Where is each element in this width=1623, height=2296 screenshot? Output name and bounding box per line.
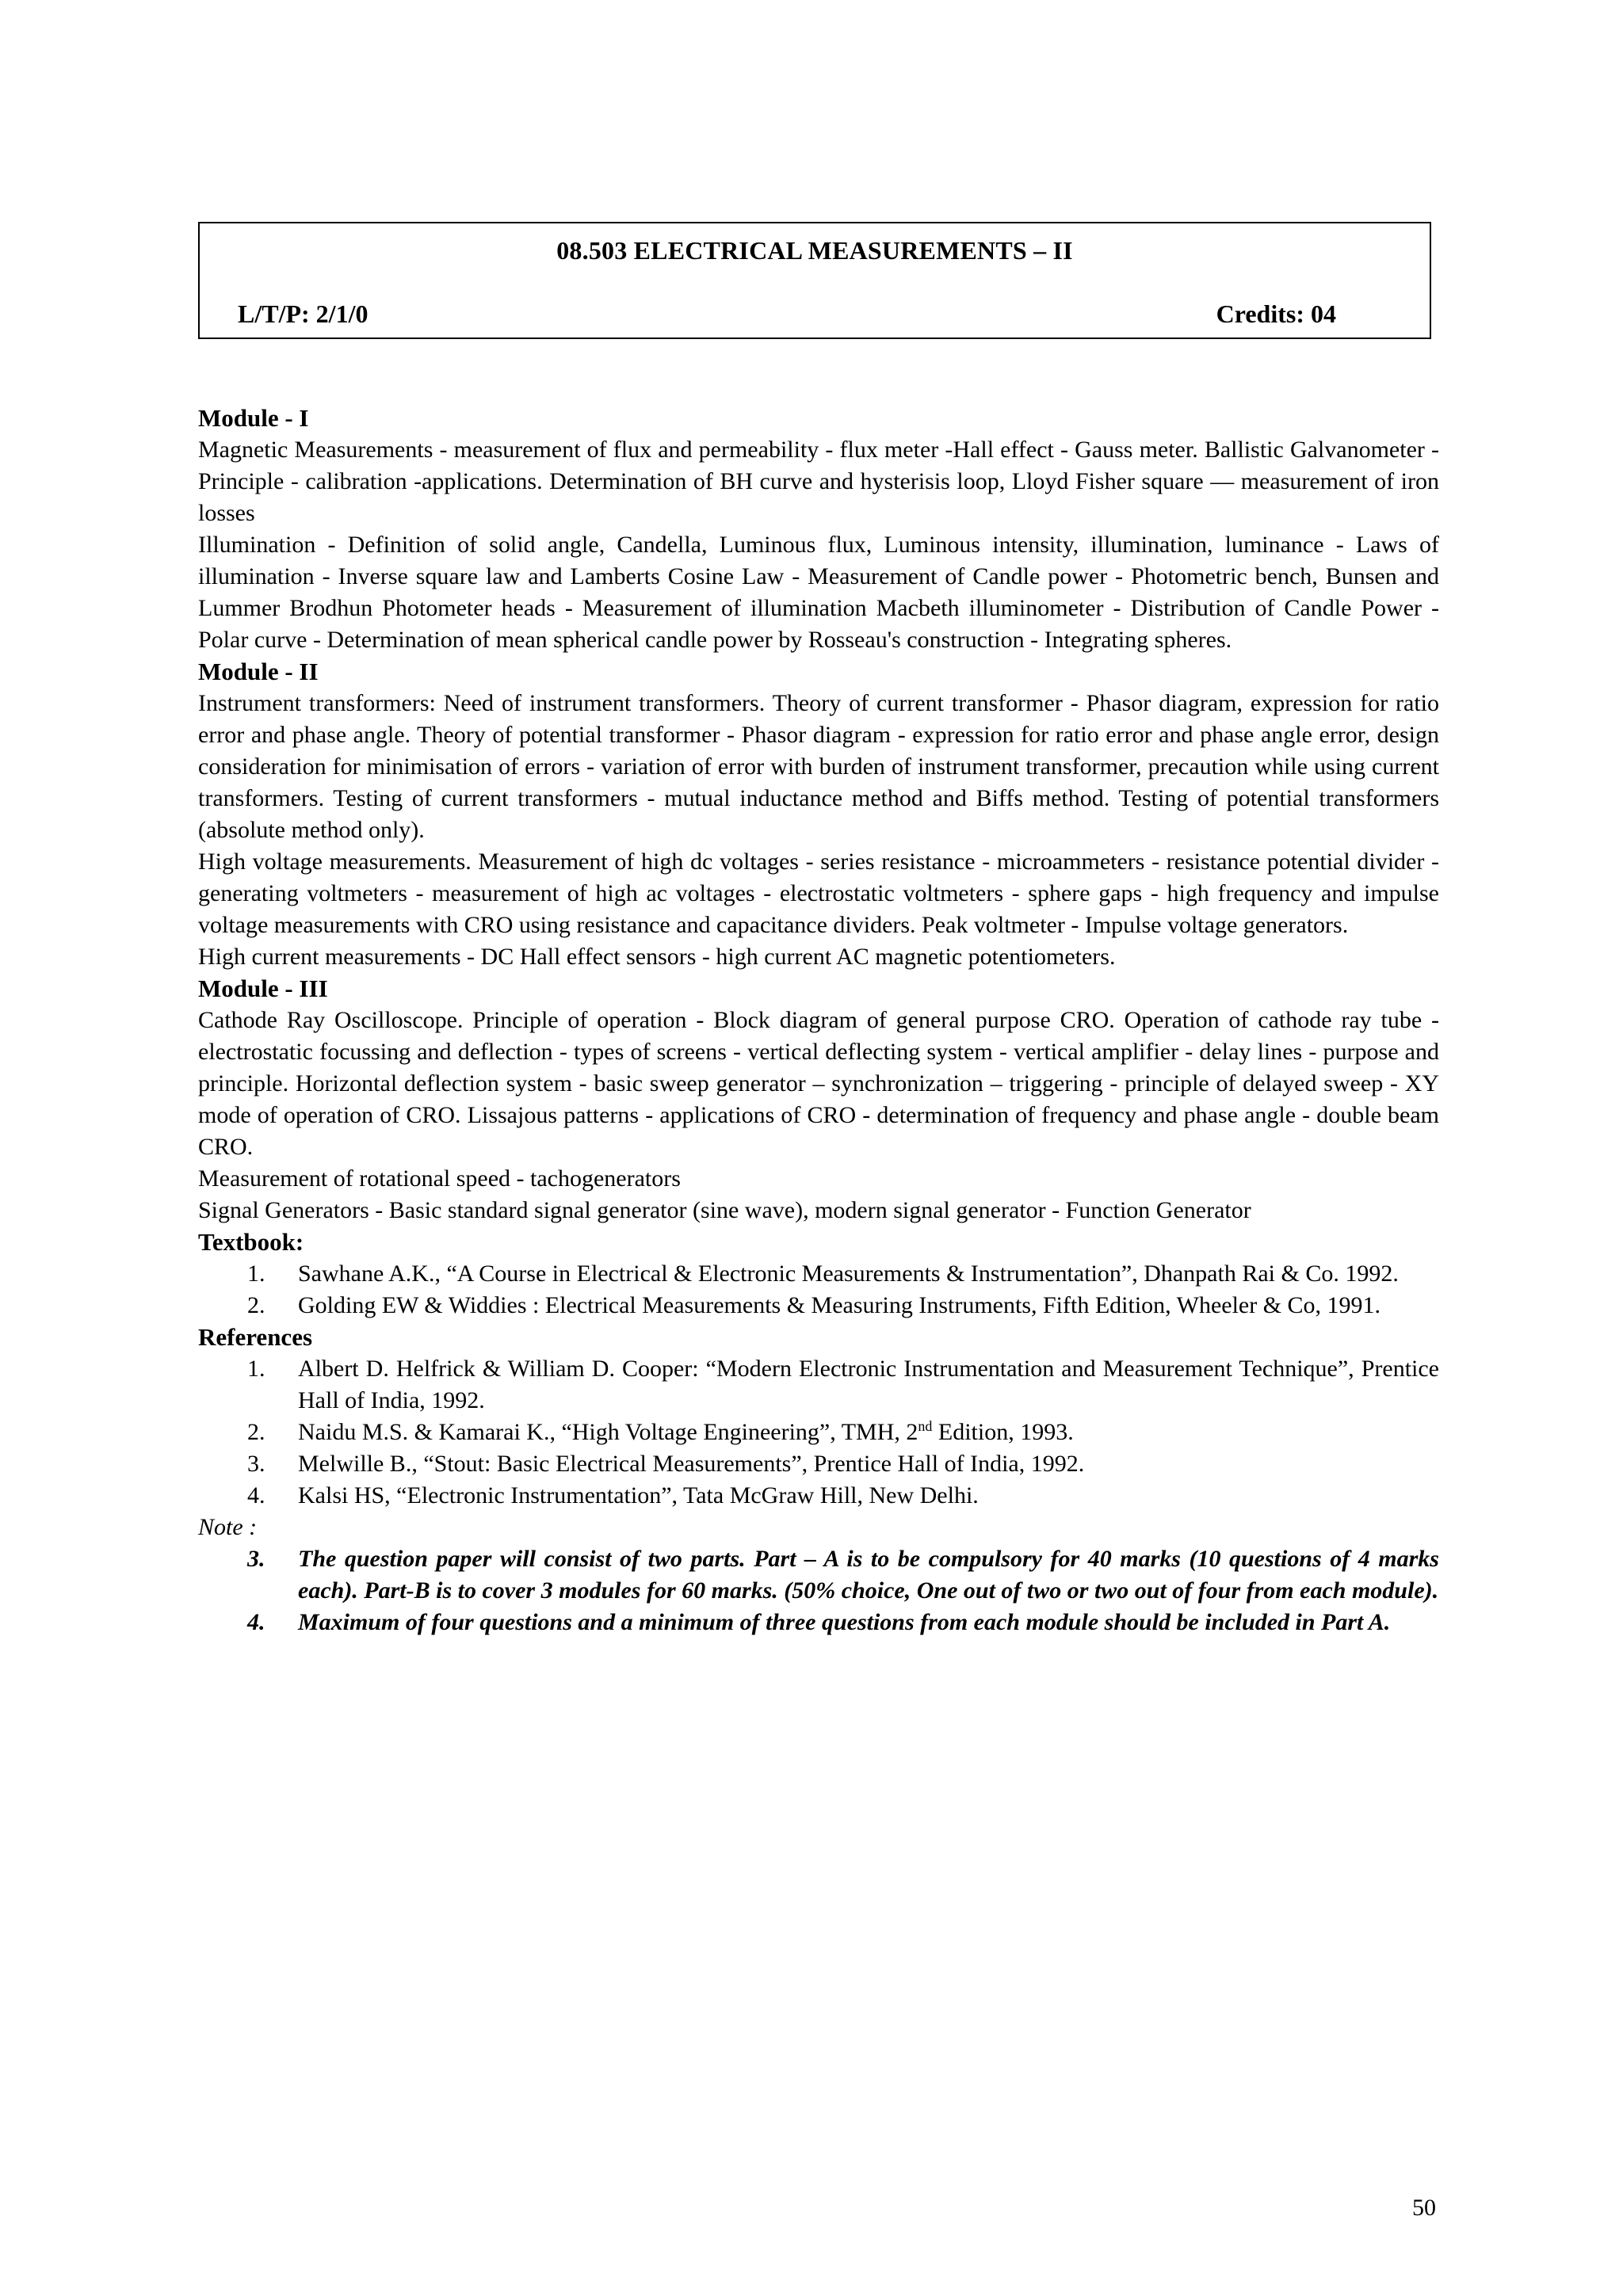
list-item-text: Sawhane A.K., “A Course in Electrical & Electronic Measurements & Instrumentation”, Dhanpath Rai & Co. 1992.: [298, 1261, 1399, 1287]
list-item: [198, 1480, 1439, 1512]
list-item-number: 1.: [247, 1356, 265, 1382]
module-1-paragraph-illumination: Illumination - Definition of solid angle, Candella, Luminous flux, Luminous intensity, illumination, luminance - Laws of illumination - Inverse square law and Lamberts Cosine Law - Measurement of Candle power - Photometric bench, Bunsen and Lummer Brodhun Photometer heads - Measurement of illumination Macbeth illuminometer - Distribution of Candle Power - Polar curve - Determination of mean spherical candle power by Rosseau's construction - Integrating spheres.: [198, 532, 1439, 653]
course-title: 08.503 ELECTRICAL MEASUREMENTS – II: [556, 236, 1073, 265]
list-item: [198, 1417, 1439, 1448]
list-item-text: Maximum of four questions and a minimum of three questions from each module should be included in Part A.: [298, 1609, 1391, 1635]
list-item: [198, 1607, 1439, 1638]
list-item-number: 3.: [247, 1451, 265, 1477]
list-item: [198, 1353, 1439, 1417]
list-item-number: 1.: [247, 1261, 265, 1287]
note-label: Note :: [198, 1514, 258, 1540]
references-list: [198, 1353, 1439, 1512]
list-item-number: 4.: [247, 1609, 265, 1635]
list-item-number: 3.: [247, 1546, 265, 1572]
list-item: [198, 1543, 1439, 1607]
textbook-list: [198, 1258, 1439, 1322]
module-2-paragraph-high-current: High current measurements - DC Hall effect sensors - high current AC magnetic potentiometers.: [198, 944, 1116, 970]
textbook-heading: Textbook:: [198, 1228, 304, 1256]
list-item-number: 2.: [247, 1419, 265, 1445]
notes-list: [198, 1543, 1439, 1638]
list-item-number: 4.: [247, 1482, 265, 1508]
module-2-paragraph-high-voltage: High voltage measurements. Measurement of high dc voltages - series resistance - microammeters - resistance potential divider - generating voltmeters - measurement of high ac voltages - electrostatic voltmeters - sphere gaps - high frequency and impulse voltage measurements with CRO using resistance and capacitance dividers. Peak voltmeter - Impulse voltage generators.: [198, 849, 1439, 938]
references-heading: References: [198, 1323, 313, 1351]
module-3-paragraph-rotational-speed: Measurement of rotational speed - tachogenerators: [198, 1165, 681, 1192]
module-2-heading: Module - II: [198, 658, 319, 685]
list-item-text: The question paper will consist of two parts. Part – A is to be compulsory for 40 marks (10 questions of 4 marks each). Part-B is to cover 3 modules for 60 marks. (50% choice, One out of two or two out of four from each module).: [298, 1546, 1439, 1604]
module-3-paragraph-signal-generators: Signal Generators - Basic standard signal generator (sine wave), modern signal generator - Function Generator: [198, 1197, 1251, 1223]
module-2-paragraph-instrument-transformers: Instrument transformers: Need of instrument transformers. Theory of current transformer - Phasor diagram, expression for ratio error and phase angle. Theory of potential transformer - Phasor diagram - expression for ratio error and phase angle error, design consideration for minimisation of errors - variation of error with burden of instrument transformer, precaution while using current transformers. Testing of current transformers - mutual inductance method and Biffs method. Testing of potential transformers (absolute method only).: [198, 690, 1439, 843]
list-item-text: Golding EW & Widdies : Electrical Measurements & Measuring Instruments, Fifth Edition, Wheeler & Co, 1991.: [298, 1292, 1381, 1318]
module-3-heading: Module - III: [198, 974, 328, 1002]
syllabus-body: [198, 402, 1439, 1638]
page-number: 50: [1412, 2195, 1436, 2221]
list-item-number: 2.: [247, 1292, 265, 1318]
course-header-box: [198, 222, 1431, 339]
list-item-text-end: Edition, 1993.: [932, 1419, 1074, 1445]
list-item: [198, 1448, 1439, 1480]
list-item: [198, 1258, 1439, 1290]
superscript-ordinal: nd: [918, 1418, 933, 1434]
list-item-text: Albert D. Helfrick & William D. Cooper: “Modern Electronic Instrumentation and Measurement Technique”, Prentice Hall of India, 1992.: [298, 1356, 1439, 1413]
credits-label: Credits: 04: [1216, 299, 1336, 328]
module-1-paragraph-magnetic: Magnetic Measurements - measurement of flux and permeability - flux meter -Hall effect - Gauss meter. Ballistic Galvanometer - Principle - calibration -applications. Determination of BH curve and hysterisis loop, Lloyd Fisher square — measurement of iron losses: [198, 437, 1439, 526]
ltp-label: L/T/P: 2/1/0: [238, 299, 369, 328]
list-item-text: Kalsi HS, “Electronic Instrumentation”, Tata McGraw Hill, New Delhi.: [298, 1482, 979, 1508]
list-item-text: Naidu M.S. & Kamarai K., “High Voltage Engineering”, TMH, 2: [298, 1419, 918, 1445]
module-1-heading: Module - I: [198, 404, 309, 432]
list-item: [198, 1290, 1439, 1322]
list-item-text: Melwille B., “Stout: Basic Electrical Measurements”, Prentice Hall of India, 1992.: [298, 1451, 1085, 1477]
module-3-paragraph-cro: Cathode Ray Oscilloscope. Principle of operation - Block diagram of general purpose CRO. Operation of cathode ray tube - electrostatic focussing and deflection - types of screens - vertical deflecting system - vertical amplifier - delay lines - purpose and principle. Horizontal deflection system - basic sweep generator – synchronization – triggering - principle of delayed sweep - XY mode of operation of CRO. Lissajous patterns - applications of CRO - determination of frequency and phase angle - double beam CRO.: [198, 1007, 1439, 1160]
